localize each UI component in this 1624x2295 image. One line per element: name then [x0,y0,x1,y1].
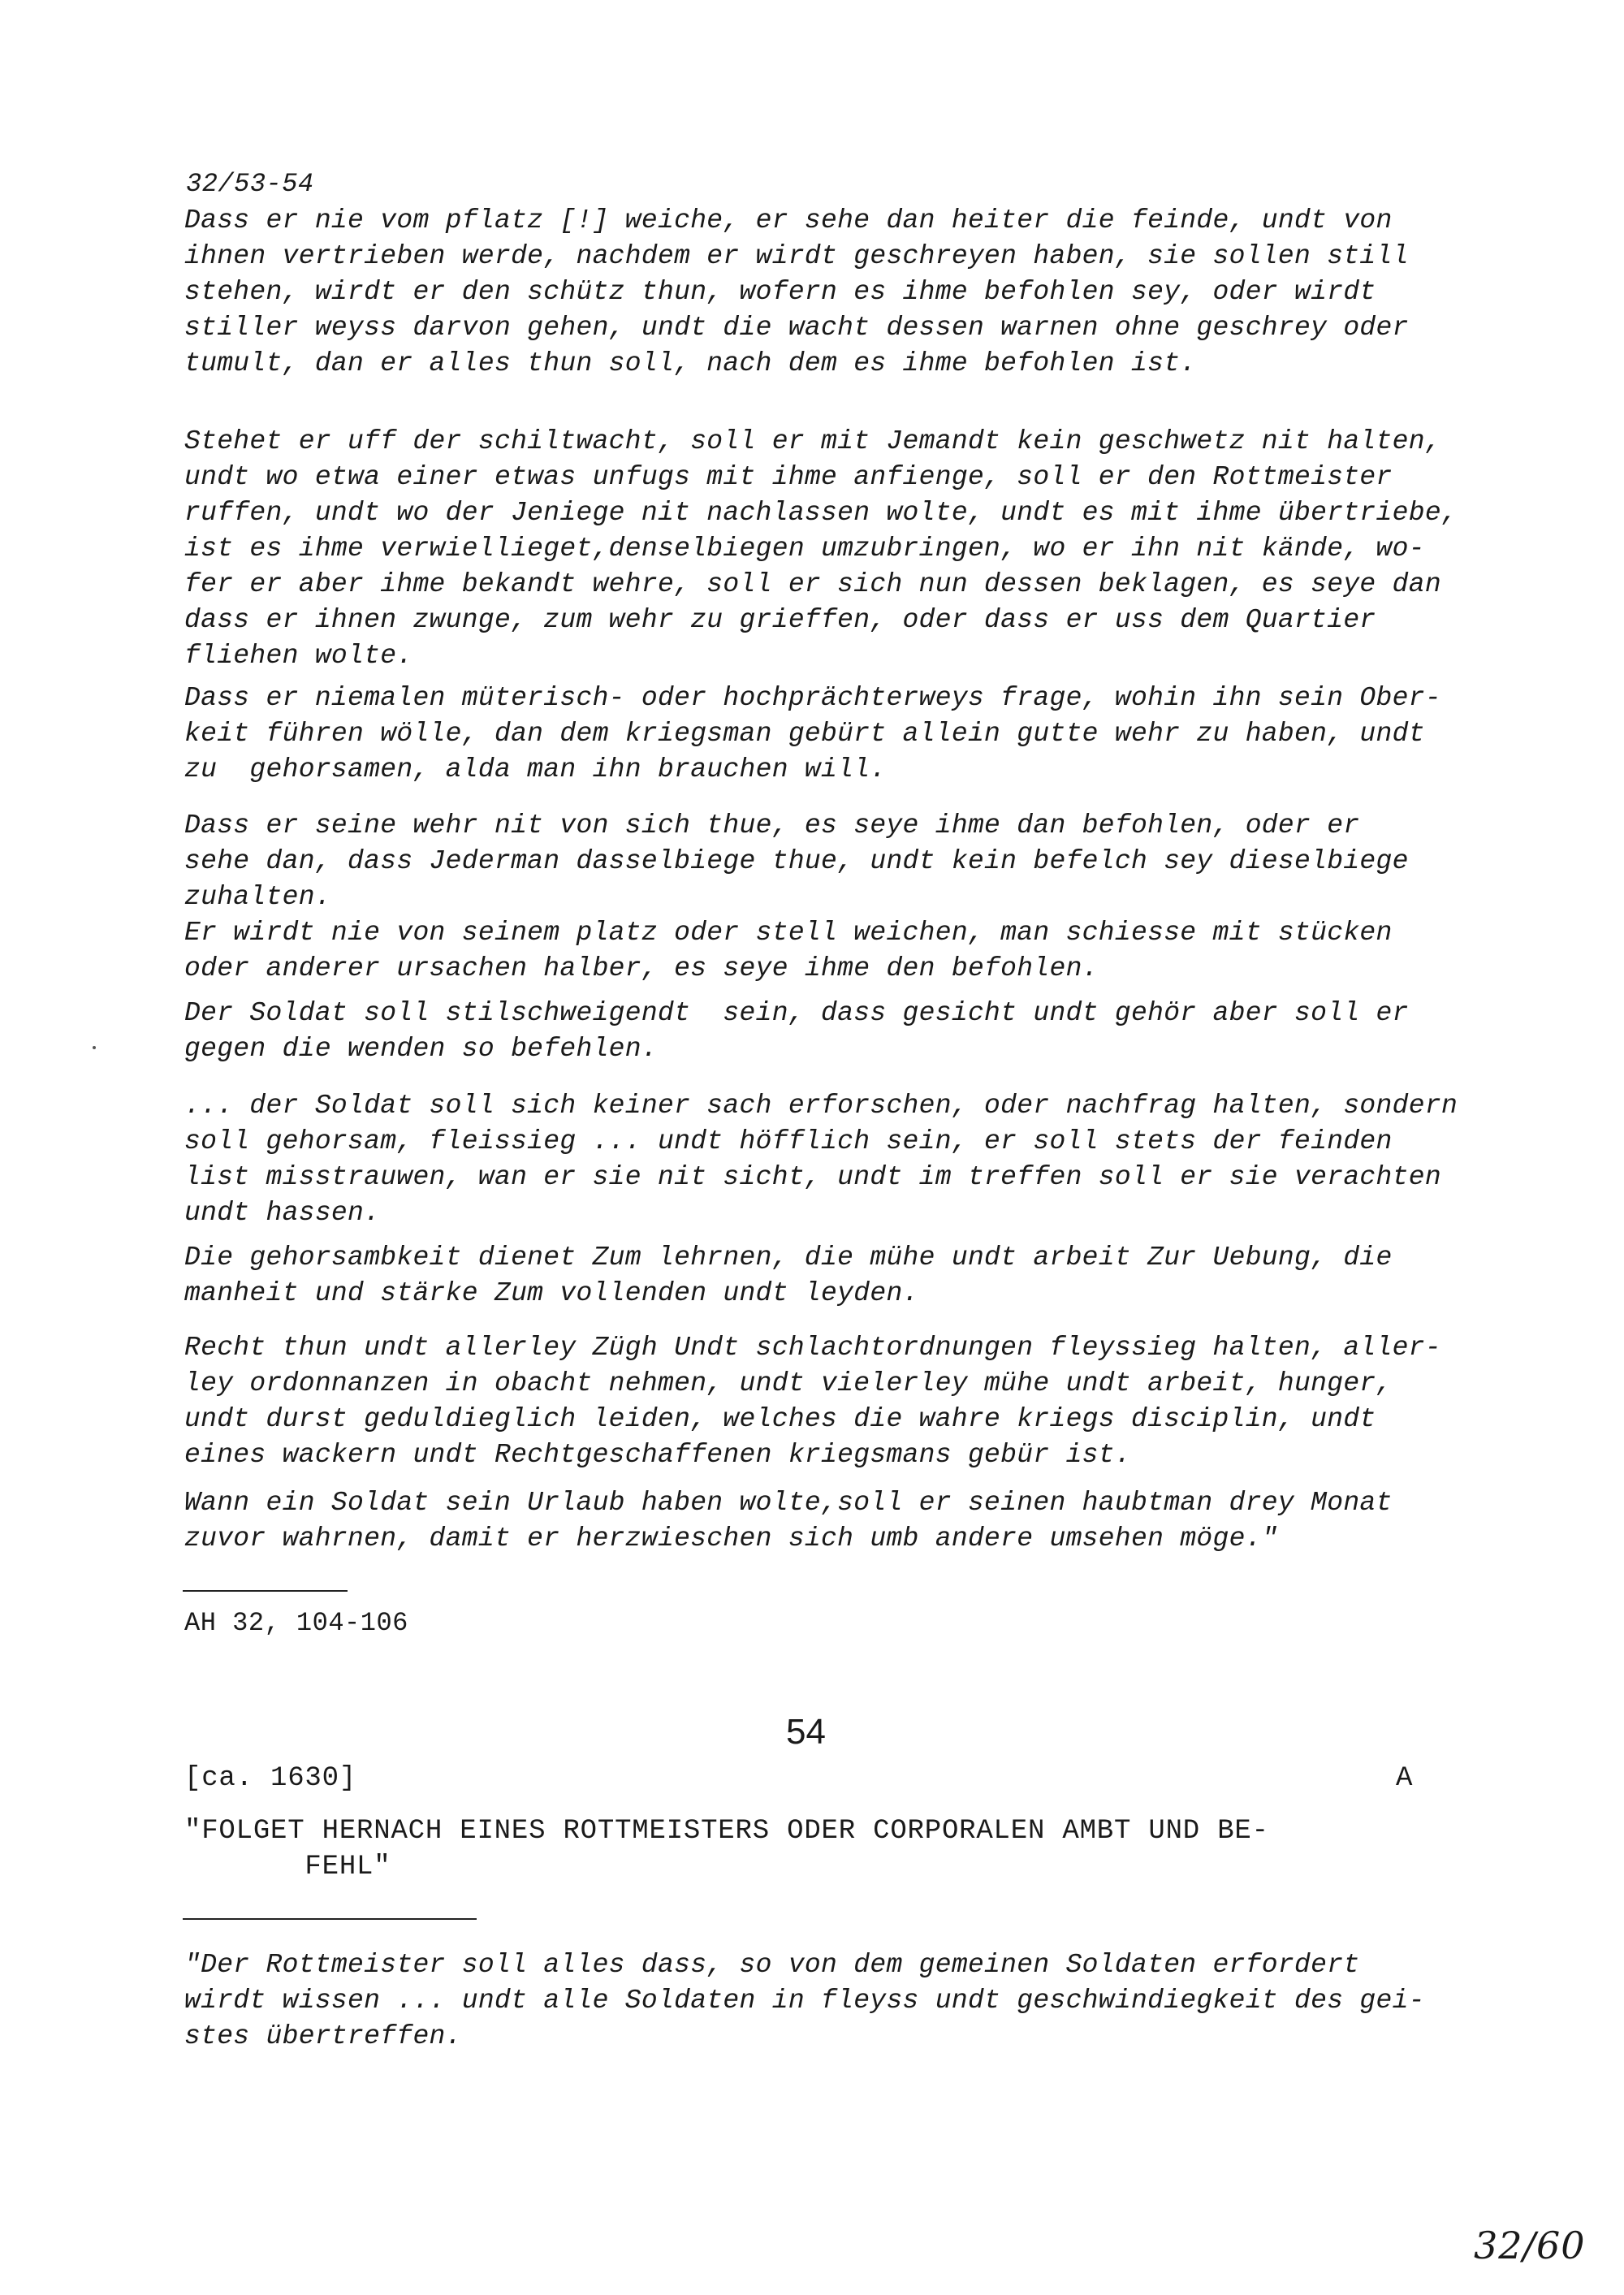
paragraph-2: Stehet er uff der schiltwacht, soll er mit Jemandt kein geschwetz nit halten, undt wo etwa einer etwas unfugs mit ihme anfienge, soll er den Rottmeister ruffen, undt wo der Jeniege nit nachlassen wolte, undt es mit ihme übertriebe, ist es ihme verwiellieget,denselbiegen umzubringen, wo er ihn nit kände, wo- fer er aber ihme bekandt wehre, soll er sich nun dessen beklagen, es seye dan dass er ihnen zwunge, zum wehr zu grieffen, oder dass er uss dem Quartier fliehen wolte. [184,426,1458,671]
document-date: [ca. 1630] [184,1763,357,1794]
paragraph-1: Dass er nie vom pflatz [!] weiche, er sehe dan heiter die feinde, undt von ihnen vertrieben werde, nachdem er wirdt geschreyen haben, sie sollen still stehen, wirdt er den schütz thun, wofern es ihme befohlen sey, oder wirdt stiller weyss darvon gehen, undt die wacht dessen warnen ohne geschrey oder tumult, dan er alles thun soll, nach dem es ihme befohlen ist. [184,205,1409,378]
document-marker: A [1396,1763,1413,1794]
handwritten-page-number: 32/60 [1474,2224,1586,2267]
scan-speck [93,1046,96,1049]
document-title: "FOLGET HERNACH EINES ROTTMEISTERS ODER CORPORALEN AMBT UND BE- FEHL" [184,1816,1269,1882]
paragraph-9: Wann ein Soldat sein Urlaub haben wolte,soll er seinen haubtman drey Monat zuvor wahrnen, damit er herzwieschen sich umb andere umsehen möge." [184,1488,1393,1554]
header-reference: 32/53-54 [186,169,314,199]
paragraph-5: Der Soldat soll stilschweigendt sein, dass gesicht undt gehör aber soll er gegen die wenden so befehlen. [184,998,1409,1064]
document-number: 54 [786,1712,826,1752]
paragraph-4: Dass er seine wehr nit von sich thue, es seye ihme dan befohlen, oder er sehe dan, dass Jederman dasselbiege thue, undt kein befelch sey dieselbiege zuhalten. Er wirdt nie von seinem platz oder stell weichen, man schiesse mit stücken oder anderer ursachen halber, es seye ihme den befohlen. [184,810,1409,983]
source-reference: AH 32, 104-106 [184,1608,408,1638]
paragraph-6: ... der Soldat soll sich keiner sach erforschen, oder nachfrag halten, sondern soll gehorsam, fleissieg ... undt höfflich sein, er soll stets der feinden list misstrauwen, wan er sie nit sicht, undt im treffen soll er sie verachten undt hassen. [184,1091,1458,1228]
paragraph-3: Dass er niemalen müterisch- oder hochprächterweys frage, wohin ihn sein Ober- keit führen wölle, dan dem kriegsman gebürt allein gutte wehr zu haben, undt zu gehorsamen, alda man ihn brauchen will. [184,683,1441,784]
footnote-rule [183,1590,348,1592]
quote-paragraph: "Der Rottmeister soll alles dass, so von dem gemeinen Soldaten erfordert wirdt wissen ... undt alle Soldaten in fleyss undt geschwindiegkeit des gei- stes übertreffen. [184,1950,1425,2051]
paragraph-8: Recht thun undt allerley Zügh Undt schlachtordnungen fleyssieg halten, aller- ley ordonnanzen in obacht nehmen, undt vielerley mühe undt arbeit, hunger, undt durst geduldieglich leiden, welches die wahre kriegs disciplin, undt eines wackern undt Rechtgeschaffenen kriegsmans gebür ist. [184,1333,1441,1470]
title-rule [183,1918,477,1920]
paragraph-7: Die gehorsambkeit dienet Zum lehrnen, die mühe undt arbeit Zur Uebung, die manheit und stärke Zum vollenden undt leyden. [184,1243,1393,1308]
